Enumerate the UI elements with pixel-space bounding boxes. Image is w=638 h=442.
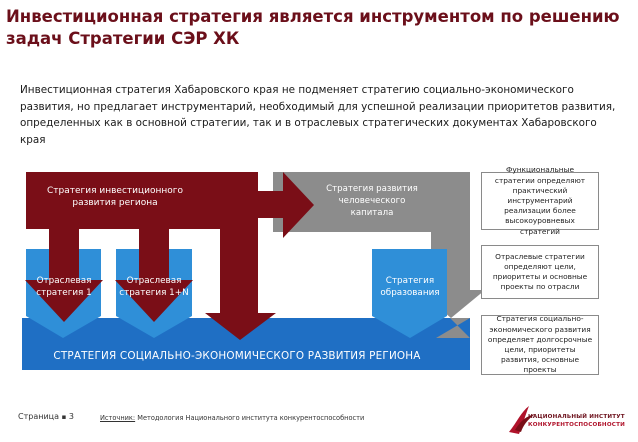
logo-line-2: КОНКУРЕНТОСПОСОБНОСТИ — [528, 422, 625, 428]
intro-paragraph: Инвестиционная стратегия Хабаровского края не подменяет стратегию социально-экономического развития, но предлагает инструментарий, необходимый для успешной реализации приоритетов развития, определенных как в основной стратегии, так и в отраслевых стратегических документах Хабаровского края — [20, 84, 616, 146]
ser-strategy-label: СТРАТЕГИЯ СОЦИАЛЬНО-ЭКОНОМИЧЕСКОГО РАЗВИТИЯ РЕГИОНА — [53, 350, 421, 362]
page-bullet: ▪ — [61, 413, 67, 421]
functional-strategies-note: Функциональные стратегии определяют практический инструментарий реализации более высокоуровневых стратегий — [481, 172, 599, 230]
sector-strategy-n-label: Отраслевая стратегия 1+N — [119, 276, 189, 298]
page-title: Инвестиционная стратегия является инструментом по решению задач Стратегии СЭР ХК — [6, 7, 620, 48]
source-label: Источник: — [100, 414, 136, 422]
investment-strategy-label: Стратегия инвестиционного развития региона — [47, 186, 183, 208]
page-label: Страница — [18, 412, 60, 421]
page-number — [18, 412, 74, 421]
sector-strategy-1-label: Отраслевая стратегия 1 — [36, 276, 92, 298]
source-note — [100, 414, 364, 422]
source-text: Методология Национального института конкурентоспособности — [137, 414, 365, 422]
human-capital-strategy-label: Стратегия развития человеческого капитала — [326, 184, 418, 218]
logo-line-1: НАЦИОНАЛЬНЫЙ ИНСТИТУТ — [528, 414, 625, 420]
ser-strategy-note: Стратегия социально-экономического развития определяет долгосрочные цели, приоритеты развития, основные проекты — [481, 315, 599, 375]
education-strategy-label: Стратегия образования — [380, 276, 440, 298]
page-number-value: 3 — [68, 412, 74, 421]
sectoral-strategies-note: Отраслевые стратегии определяют цели, приоритеты и основные проекты по отрасли — [481, 245, 599, 299]
